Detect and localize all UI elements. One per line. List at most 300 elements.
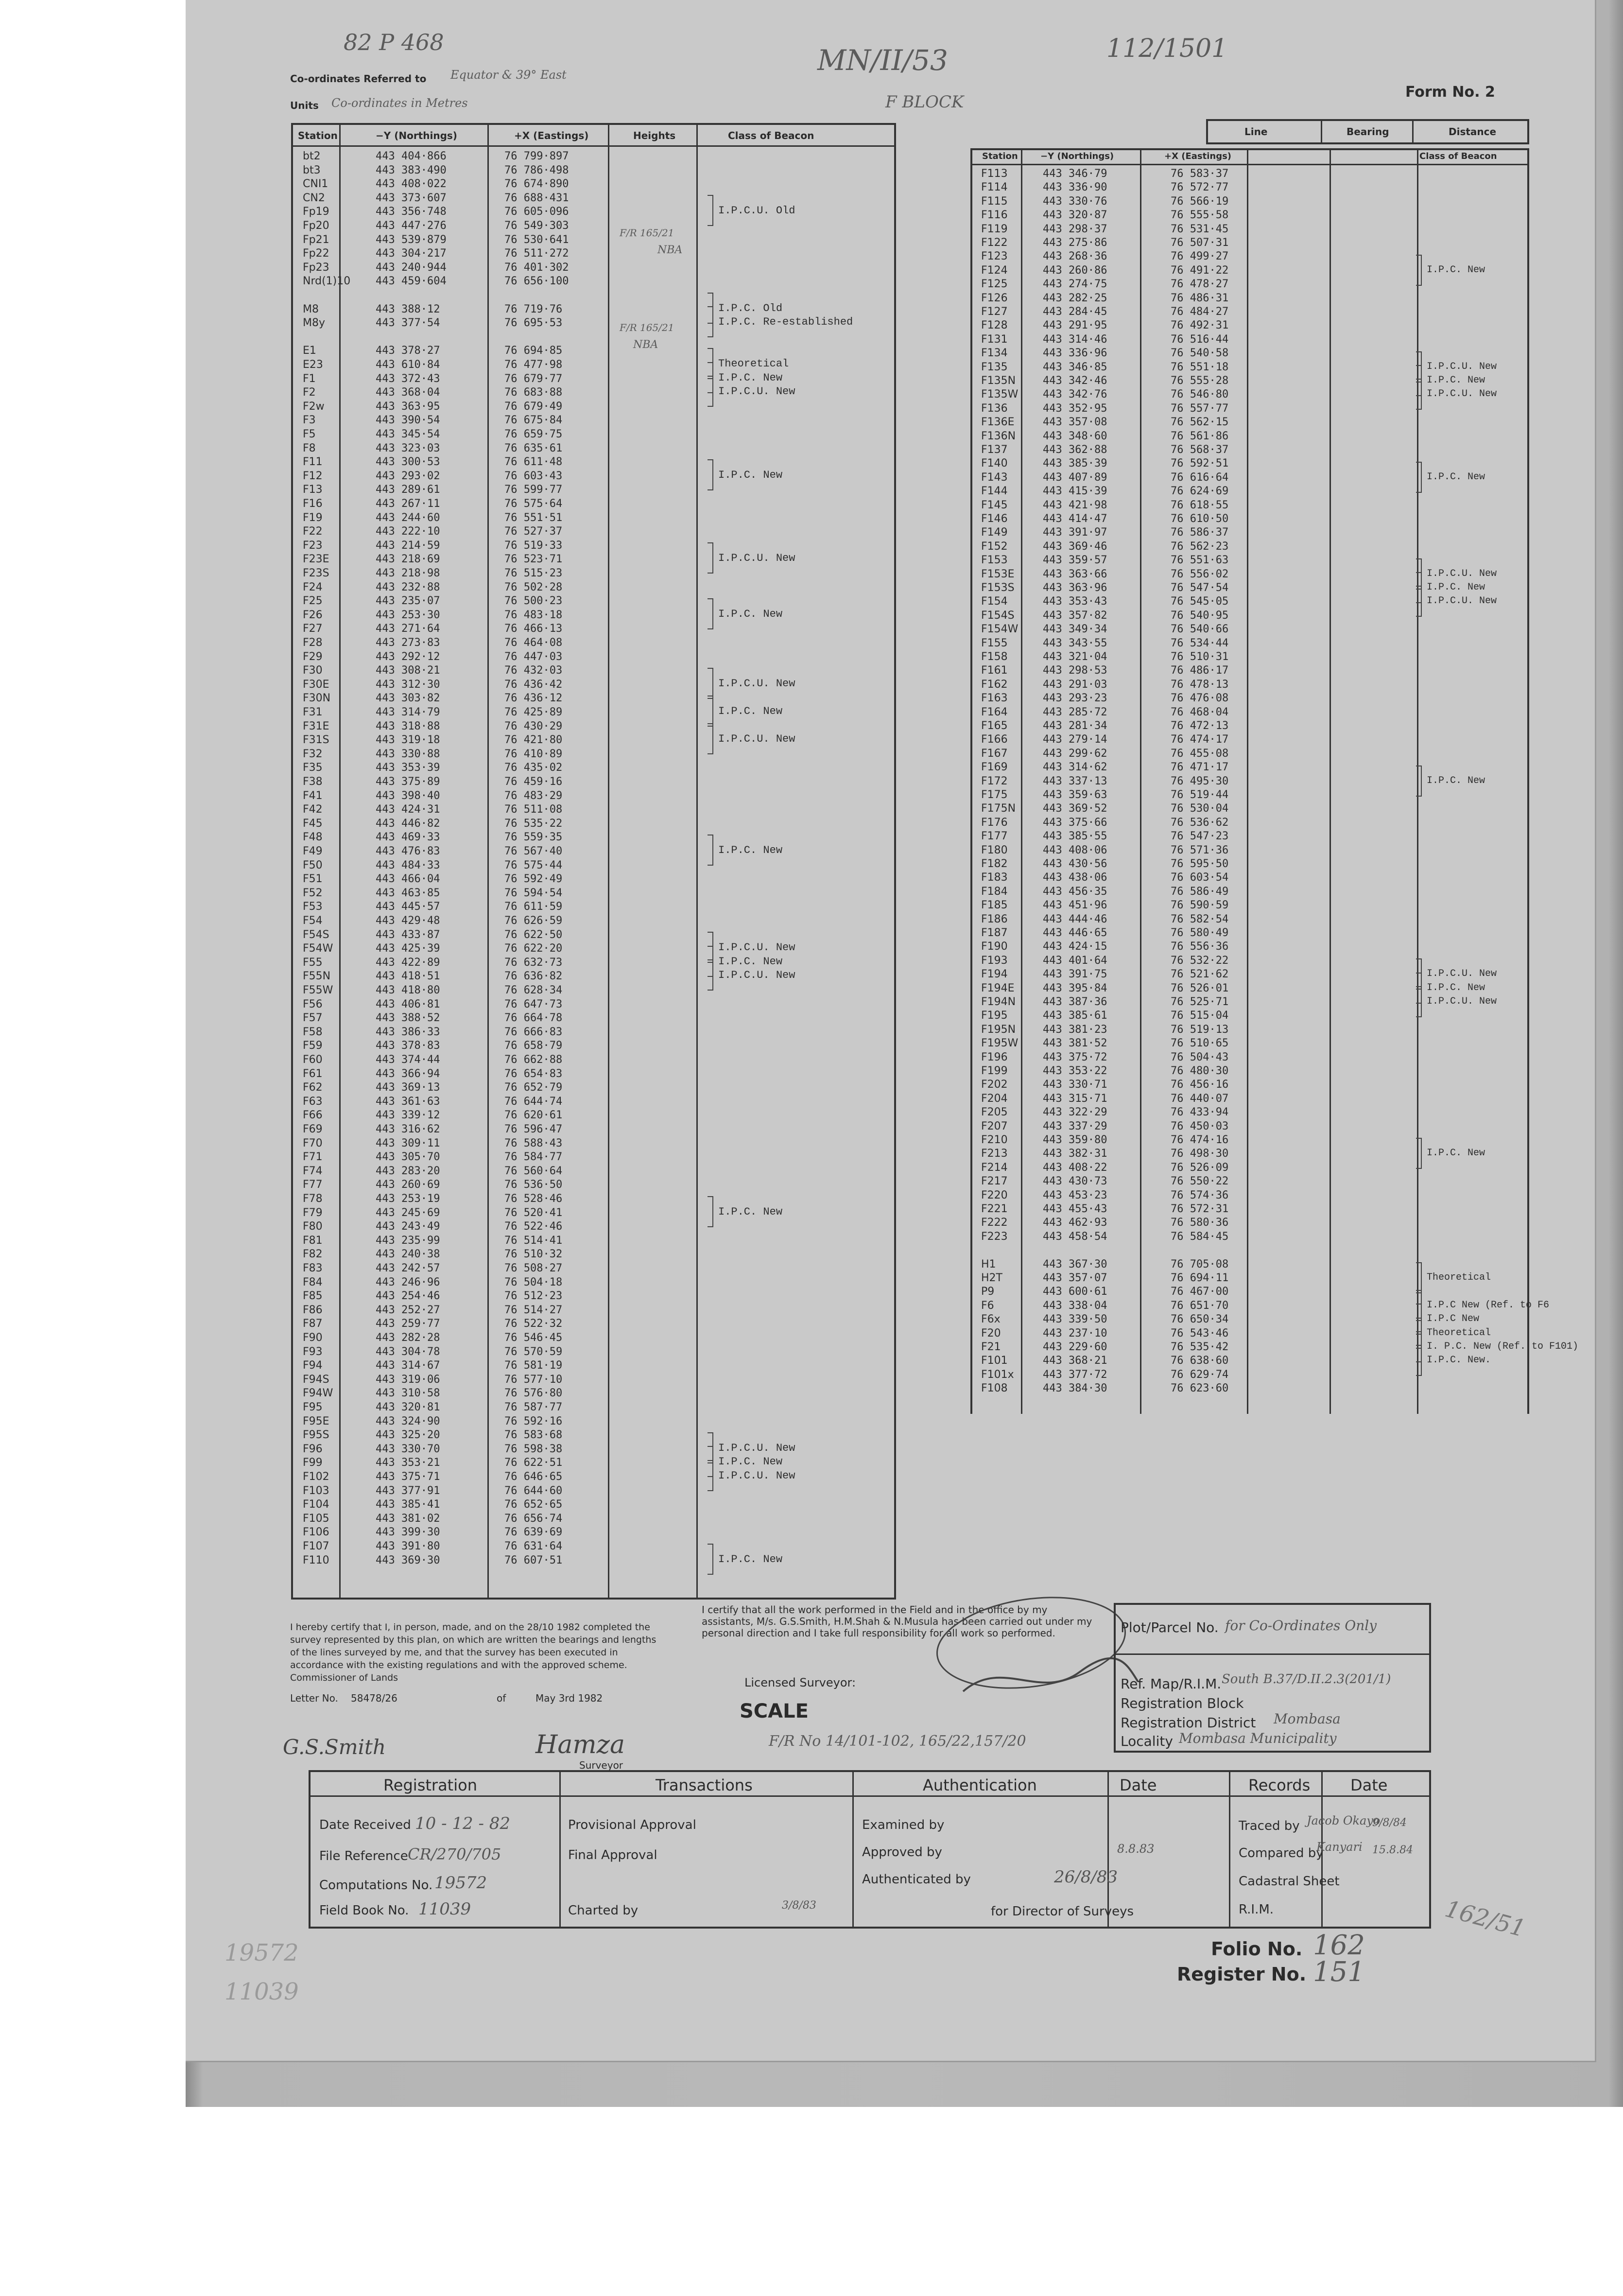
northings-cell: 443 282·25 [1043,292,1107,304]
beacon-class-note: I. P.C. New (Ref. to F101) [1427,1341,1579,1352]
table-row [293,692,682,706]
northings-cell: 443 291·03 [1043,678,1107,691]
northings-cell: 443 377·72 [1043,1368,1107,1381]
eastings-cell: 76 549·303 [504,220,569,232]
table-row [972,1327,1410,1341]
eastings-cell: 76 545·05 [1171,595,1229,608]
northings-cell: 443 375·71 [376,1471,440,1483]
station-cell: F213 [981,1148,1008,1160]
table-row [972,1244,1410,1258]
station-cell: H2T [981,1272,1002,1284]
northings-cell: 443 422·89 [376,956,440,969]
table-row [972,1175,1410,1189]
bracket [1416,255,1422,286]
table-row [293,386,682,400]
eastings-cell: 76 622·51 [504,1457,563,1469]
scale-label: SCALE [740,1700,809,1722]
table-row [293,247,682,261]
table-row [293,1415,682,1429]
eastings-cell: 76 694·11 [1171,1272,1229,1284]
eastings-cell: 76 436·42 [504,678,563,691]
beacon-class-note: I.P.C. New [1427,1148,1485,1159]
table-row [293,623,682,637]
northings-cell: 443 314·46 [1043,333,1107,346]
northings-cell: 443 254·46 [376,1290,440,1303]
northings-cell: 443 345·54 [376,428,440,440]
cadastral-sheet: Cadastral Sheet [1239,1874,1340,1889]
eastings-cell: 76 603·54 [1171,871,1229,884]
field-book-label: Field Book No. [319,1903,409,1918]
station-cell: F128 [981,319,1008,332]
northings-cell: 443 271·64 [376,623,440,635]
table-row [293,456,682,470]
eastings-cell: 76 626·59 [504,915,563,927]
northings-cell: 443 346·85 [1043,361,1107,373]
table-row [293,581,682,595]
northings-cell: 443 318·88 [376,720,440,732]
station-cell: F187 [981,927,1008,939]
northings-cell: 443 462·93 [1043,1217,1107,1229]
northings-cell: 443 348·60 [1043,430,1107,442]
registration-district-value: Mombasa [1274,1711,1341,1727]
table-row [972,1051,1410,1065]
table-row [293,484,682,498]
northings-cell: 443 218·98 [376,567,440,579]
northings-cell: 443 260·69 [376,1179,440,1191]
form-number: Form No. 2 [1405,84,1495,101]
table-row [293,734,682,748]
table-row [293,359,682,373]
table-row [293,1207,682,1221]
station-cell: Fp19 [303,206,329,218]
table-row [293,373,682,387]
locality-label: Locality [1121,1733,1173,1749]
northings-cell: 443 284·45 [1043,306,1107,318]
station-cell: F114 [981,181,1008,194]
station-cell: F6 [981,1299,994,1312]
eastings-cell: 76 515·04 [1171,1009,1229,1022]
eastings-cell: 76 440·07 [1171,1092,1229,1105]
station-cell: F145 [981,499,1008,511]
height-note: NBA [657,244,683,256]
table-row [293,261,682,276]
station-cell: F140 [981,457,1008,470]
northings-cell: 443 391·80 [376,1540,440,1552]
table-row [293,1248,682,1262]
table-row [293,1262,682,1276]
northings-cell: 443 446·65 [1043,927,1107,939]
table-row [293,1235,682,1249]
station-cell: F134 [981,347,1008,360]
station-cell: Fp22 [303,247,329,260]
eastings-cell: 76 656·74 [504,1512,563,1525]
station-cell: F41 [303,789,323,802]
traced-by-value: Jacob Okayo [1307,1814,1381,1827]
northings-cell: 443 415·39 [1043,485,1107,498]
margin-note: 11039 [224,1978,299,2005]
eastings-cell: 76 526·01 [1171,982,1229,994]
line-bearing-distance-header [1206,119,1529,144]
eastings-cell: 76 508·27 [504,1262,563,1274]
register-label: Register No. [1177,1964,1307,1985]
table-row [293,957,682,971]
header-line: Line [1244,126,1268,138]
letter-value: 58478/26 [351,1692,397,1704]
station-cell: F79 [303,1206,323,1219]
station-cell: F31E [303,720,329,732]
station-cell: F60 [303,1054,323,1066]
table-row [972,1382,1410,1396]
northings-cell: 443 368·21 [1043,1355,1107,1367]
northings-cell: 443 244·60 [376,511,440,524]
northings-cell: 443 361·63 [376,1095,440,1108]
table-row [972,913,1410,927]
northings-cell: 443 385·41 [376,1498,440,1511]
eastings-cell: 76 499·27 [1171,250,1229,263]
table-row [972,982,1410,996]
table-row [972,1065,1410,1079]
station-cell: F149 [981,526,1008,539]
eastings-cell: 76 530·04 [1171,802,1229,815]
bracket [708,195,713,226]
table-row [972,1093,1410,1107]
beacon-class-note: Theoretical [1427,1327,1491,1339]
northings-cell: 443 315·71 [1043,1092,1107,1105]
station-cell: F104 [303,1498,329,1511]
table-row [293,1401,682,1415]
northings-cell: 443 401·64 [1043,954,1107,967]
eastings-cell: 76 719·76 [504,303,563,315]
station-cell: F6x [981,1313,1001,1326]
header-class-of-beacon: Class of Beacon [728,130,814,141]
records-header: Records [1248,1776,1311,1794]
table-row [293,1540,682,1554]
northings-cell: 443 372·43 [376,372,440,385]
station-cell: F19 [303,511,323,524]
bracket [708,1544,713,1575]
beacon-class-note: I.P.C New [1427,1313,1480,1325]
northings-cell: 443 369·52 [1043,802,1107,815]
station-cell: F169 [981,761,1008,774]
table-row [293,873,682,887]
field-book-value: 11039 [418,1899,471,1919]
letter-label: Letter No. [290,1692,338,1704]
bracket [708,306,713,337]
eastings-cell: 76 491·22 [1171,264,1229,277]
table-row [972,375,1410,389]
northings-cell: 443 242·57 [376,1262,440,1274]
station-cell: CNI1 [303,178,328,191]
station-cell: F49 [303,845,323,857]
table-row [972,1355,1410,1369]
northings-cell: 443 395·84 [1043,982,1107,994]
northings-cell: 443 407·89 [1043,471,1107,484]
table-row [293,915,682,929]
beacon-class-note: I.P.C.U. New [1427,361,1497,372]
station-cell: F199 [981,1065,1008,1077]
table-row [293,1040,682,1054]
block-letter: F BLOCK [885,92,964,112]
table-row [293,1332,682,1346]
northings-cell: 443 330·76 [1043,195,1107,208]
table-row [293,637,682,651]
eastings-cell: 76 590·59 [1171,899,1229,912]
eastings-cell: 76 652·65 [504,1498,563,1511]
table-row [972,1024,1410,1038]
date-header: Date [1120,1776,1157,1794]
eastings-cell: 76 476·08 [1171,692,1229,705]
station-cell: F48 [303,831,323,844]
station-cell: F77 [303,1179,323,1191]
table-row [293,442,682,456]
station-cell: F164 [981,706,1008,718]
station-cell: F102 [303,1471,329,1483]
station-cell: F123 [981,250,1008,263]
eastings-cell: 76 583·37 [1171,168,1229,180]
station-cell: F136E [981,416,1015,429]
eastings-cell: 76 447·03 [504,650,563,663]
registry-box [309,1770,1431,1929]
eastings-cell: 76 483·29 [504,789,563,802]
eastings-cell: 76 611·48 [504,456,563,469]
station-cell: F186 [981,913,1008,925]
station-cell: F27 [303,623,323,635]
station-cell: F35 [303,762,323,774]
table-row [972,1286,1410,1300]
table-row [972,554,1410,568]
northings-cell: 443 368·04 [376,386,440,399]
eastings-cell: 76 510·31 [1171,651,1229,663]
northings-cell: 443 320·81 [376,1401,440,1413]
station-cell: F55N [303,970,331,983]
station-cell: F172 [981,775,1008,787]
beacon-class-note: I.P.C.U. New [1427,568,1497,579]
eastings-cell: 76 659·75 [504,428,563,440]
table-row [972,1231,1410,1245]
charted-by: Charted by [568,1903,639,1918]
table-row [972,996,1410,1010]
table-row [293,678,682,693]
table-row [972,664,1410,678]
table-row [293,1151,682,1165]
computations-value: 19572 [434,1873,487,1893]
eastings-cell: 76 584·77 [504,1151,563,1164]
northings-cell: 443 240·38 [376,1248,440,1261]
eastings-cell: 76 635·61 [504,442,563,454]
northings-cell: 443 353·39 [376,762,440,774]
table-row [293,525,682,539]
station-cell: F54W [303,942,333,955]
eastings-cell: 76 535·42 [1171,1341,1229,1353]
eastings-cell: 76 575·44 [504,859,563,871]
eastings-cell: 76 459·16 [504,776,563,788]
station-cell: F57 [303,1012,323,1025]
station-cell: F81 [303,1234,323,1247]
bracket [1416,379,1422,410]
beacon-class-note: I.P.C.U. New [1427,968,1497,980]
northings-cell: 443 353·22 [1043,1065,1107,1077]
station-cell: F101x [981,1368,1014,1381]
eastings-cell: 76 586·49 [1171,885,1229,898]
table-row [972,361,1410,375]
station-cell: F85 [303,1290,323,1303]
table-row [293,1513,682,1527]
station-cell: F195W [981,1037,1019,1050]
table-row [293,1443,682,1457]
table-row [293,1179,682,1193]
beacon-class-note: I.P.C.U. New [718,1470,795,1482]
table-row [293,1276,682,1290]
northings-cell: 443 314·79 [376,706,440,718]
table-row [293,901,682,915]
station-cell: F62 [303,1081,323,1094]
northings-cell: 443 375·72 [1043,1051,1107,1063]
date-received-label: Date Received [319,1818,411,1832]
units-label: Units [290,100,319,111]
beacon-class-note: I.P.C. New [718,1456,783,1468]
eastings-cell: 76 480·30 [1171,1065,1229,1077]
station-cell: F222 [981,1217,1008,1229]
northings-cell: 443 319·06 [376,1373,440,1386]
file-reference-label: File Reference [319,1849,408,1863]
table-row [293,664,682,678]
station-cell: F87 [303,1318,323,1330]
bracket [708,835,713,866]
northings-cell: 443 458·54 [1043,1230,1107,1243]
authenticated-by: Authenticated by [862,1872,971,1887]
bracket [1416,765,1422,797]
eastings-cell: 76 515·23 [504,567,563,579]
table-row [293,164,682,178]
table-row [293,192,682,206]
northings-cell: 443 330·71 [1043,1078,1107,1091]
date-received-value: 10 - 12 - 82 [415,1814,510,1833]
northings-cell: 443 321·04 [1043,651,1107,663]
northings-cell: 443 303·82 [376,692,440,705]
northings-cell: 443 385·61 [1043,1009,1107,1022]
station-cell: F162 [981,678,1008,691]
eastings-cell: 76 572·31 [1171,1203,1229,1215]
table-row [972,637,1410,651]
eastings-cell: 76 675·84 [504,414,563,427]
northings-cell: 443 274·75 [1043,278,1107,291]
station-cell: E1 [303,345,316,357]
beacon-class-note: I.P.C. New [718,1553,783,1565]
registration-header: Registration [383,1776,477,1794]
eastings-cell: 76 622·50 [504,928,563,941]
station-cell: F78 [303,1193,323,1205]
eastings-cell: 76 519·13 [1171,1023,1229,1036]
station-cell: F22 [303,525,323,538]
table-row [293,1387,682,1401]
eastings-cell: 76 466·13 [504,623,563,635]
table-row [293,206,682,220]
signature-mid: Hamza [535,1730,625,1759]
eastings-cell: 76 430·29 [504,720,563,732]
station-cell: F2 [303,386,316,399]
compared-date: 15.8.84 [1372,1844,1413,1856]
eastings-cell: 76 674·890 [504,178,569,191]
header-station: Station [298,130,338,141]
station-cell: F155 [981,637,1008,649]
station-cell: M8y [303,317,325,330]
eastings-cell: 76 535·22 [504,817,563,830]
height-note: F/R 165/21 [620,322,674,333]
table-row [972,817,1410,831]
eastings-cell: 76 679·49 [504,400,563,413]
file-reference-value: CR/270/705 [408,1845,501,1863]
eastings-cell: 76 656·100 [504,275,569,288]
register-value: 151 [1313,1956,1365,1988]
station-cell: F143 [981,471,1008,484]
margin-note: 19572 [224,1939,299,1966]
table-row [972,1313,1410,1327]
northings-cell: 443 359·63 [1043,789,1107,801]
eastings-cell: 76 456·16 [1171,1078,1229,1091]
table-row [972,858,1410,872]
eastings-cell: 76 596·47 [504,1123,563,1135]
station-cell: F107 [303,1540,329,1552]
eastings-cell: 76 551·18 [1171,361,1229,373]
corner-note: 162/51 [1442,1895,1529,1943]
of-value: May 3rd 1982 [535,1692,603,1704]
registration-district-label: Registration District [1121,1715,1256,1731]
station-cell: F16 [303,498,323,510]
table-row [293,1304,682,1318]
eastings-cell: 76 607·51 [504,1554,563,1566]
station-cell: F154 [981,595,1008,608]
station-cell: F182 [981,858,1008,870]
station-cell: F223 [981,1230,1008,1243]
table-row [972,513,1410,527]
ref-map-value: South B.37/D.II.2.3(201/1) [1222,1672,1391,1687]
northings-cell: 443 451·96 [1043,899,1107,912]
bracket [708,598,713,629]
station-cell: F214 [981,1161,1008,1174]
eastings-cell: 76 512·23 [504,1290,563,1303]
table-row [972,1300,1410,1314]
station-cell: F103 [303,1484,329,1497]
table-row [293,970,682,984]
eastings-cell: 76 520·41 [504,1206,563,1219]
units-value: Co-ordinates in Metres [331,96,468,110]
station-cell: F42 [303,803,323,816]
eastings-cell: 76 567·40 [504,845,563,857]
northings-cell: 443 375·89 [376,776,440,788]
northings-cell: 443 312·30 [376,678,440,691]
northings-cell: 443 382·31 [1043,1148,1107,1160]
station-cell: F8 [303,442,316,454]
station-cell: F70 [303,1137,323,1149]
eastings-cell: 76 639·69 [504,1526,563,1539]
station-cell: F101 [981,1355,1008,1367]
station-cell: F94W [303,1387,333,1400]
table-row [972,1203,1410,1217]
station-cell: F23E [303,553,329,566]
northings-cell: 443 369·13 [376,1081,440,1094]
northings-cell: 443 293·02 [376,470,440,482]
eastings-cell: 76 551·63 [1171,554,1229,567]
station-cell: F53 [303,901,323,913]
eastings-cell: 76 623·60 [1171,1382,1229,1395]
table-row [293,1137,682,1151]
northings-cell: 443 309·11 [376,1137,440,1149]
parcel-value: for Co-Ordinates Only [1225,1618,1377,1634]
station-cell: F153 [981,554,1008,567]
beacon-class-note: I.P.C.U. New [718,677,795,690]
station-cell: F152 [981,540,1008,553]
station-cell: F23S [303,567,329,579]
